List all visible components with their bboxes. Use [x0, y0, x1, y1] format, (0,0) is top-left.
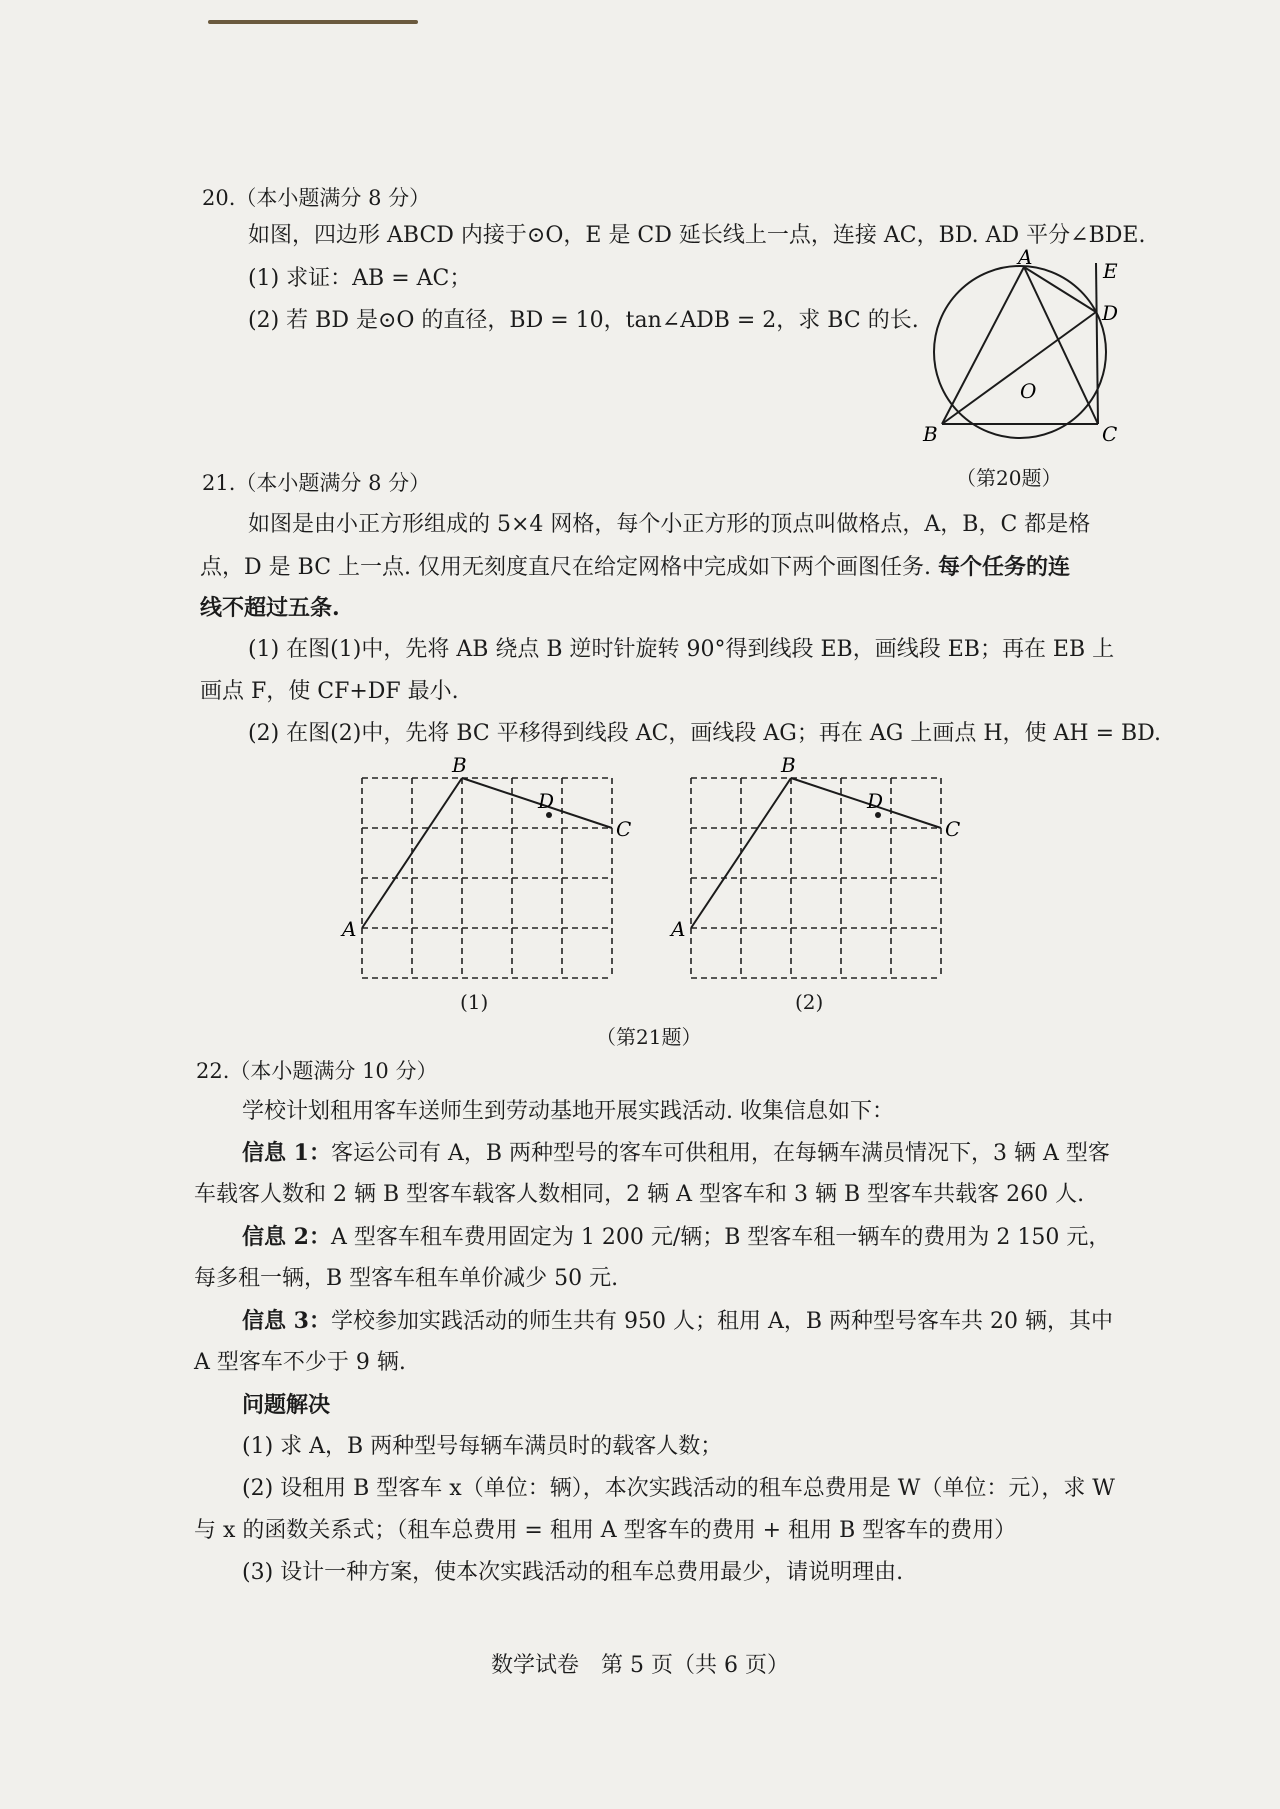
q21-sub-caption-2: (2) — [795, 990, 824, 1014]
q22-problem-title: 问题解决 — [242, 1392, 331, 1418]
label-o: O — [1020, 379, 1037, 403]
grid1-label-d: D — [538, 789, 555, 813]
q21-part2: (2) 在图(2)中，先将 BC 平移得到线段 AC，画线段 AG；再在 AG 上画点 H，使 AH = BD. — [248, 721, 1162, 746]
q22-info3-text: 学校参加实践活动的师生共有 950 人；租用 A，B 两种型号客车共 20 辆，其中 — [330, 1309, 1113, 1334]
grid1-label-a: A — [342, 917, 357, 941]
q21-stem-line2 — [200, 552, 1070, 583]
q21-header: 21.（本小题满分 8 分） — [202, 471, 431, 495]
q22-info1-line1 — [242, 1138, 1110, 1169]
q22-info3-label: 信息 3： — [242, 1308, 331, 1334]
label-b: B — [923, 422, 938, 446]
q22-part3: (3) 设计一种方案，使本次实践活动的租车总费用最少，请说明理由. — [242, 1560, 904, 1585]
dashed-grid — [362, 778, 612, 978]
label-a: A — [1018, 245, 1033, 269]
q20-figure — [920, 245, 1120, 448]
segment-bd — [942, 312, 1096, 424]
q20-part1: (1) 求证：AB = AC； — [248, 266, 472, 291]
grid2-label-b: B — [781, 753, 796, 777]
q22-info1-text: 客运公司有 A，B 两种型号的客车可供租用，在每辆车满员情况下，3 辆 A 型客 — [330, 1141, 1110, 1166]
q21-caption: （第21题） — [596, 1025, 702, 1049]
q22-info1-line2: 车载客人数和 2 辆 B 型客车载客人数相同，2 辆 A 型客车和 3 辆 B 型客车共载客 260 人. — [194, 1182, 1085, 1207]
q21-stem-line1: 如图是由小正方形组成的 5×4 网格，每个小正方形的顶点叫做格点，A，B，C 都是格 — [248, 512, 1091, 537]
q21-stem-line2-normal: 点，D 是 BC 上一点. 仅用无刻度直尺在给定网格中完成如下两个画图任务. — [200, 555, 939, 580]
q22-part2-line1: (2) 设租用 B 型客车 x（单位：辆），本次实践活动的租车总费用是 W（单位：元），求 W — [242, 1476, 1115, 1501]
q22-info2-line2: 每多租一辆，B 型客车租车单价减少 50 元. — [194, 1266, 619, 1291]
q21-part1-line1: (1) 在图(1)中，先将 AB 绕点 B 逆时针旋转 90°得到线段 EB，画线段 EB；再在 EB 上 — [248, 637, 1115, 662]
segment-bc — [462, 778, 612, 828]
q22-info2-line1 — [242, 1222, 1110, 1253]
q21-grid-figure-2 — [667, 753, 967, 988]
q22-part2-line2: 与 x 的函数关系式；（租车总费用 = 租用 A 型客车的费用 + 租用 B 型客车的费用） — [194, 1518, 1017, 1543]
q20-part2: (2) 若 BD 是⊙O 的直径，BD = 10，tan∠ADB = 2，求 BC 的长. — [248, 308, 919, 333]
grid2-label-c: C — [945, 817, 961, 841]
q22-header: 22.（本小题满分 10 分） — [196, 1059, 438, 1083]
q20-caption: （第20题） — [956, 466, 1062, 490]
q22-info3-line1 — [242, 1306, 1113, 1337]
dashed-grid — [691, 778, 941, 978]
q22-intro: 学校计划租用客车送师生到劳动基地开展实践活动. 收集信息如下： — [242, 1099, 894, 1124]
q22-info1-label: 信息 1： — [242, 1140, 331, 1166]
q22-info3-line2: A 型客车不少于 9 辆. — [194, 1350, 406, 1375]
q21-grid-figure-1 — [338, 753, 638, 988]
q21-sub-caption-1: (1) — [460, 990, 489, 1014]
segment-ab — [942, 267, 1024, 424]
label-d: D — [1102, 301, 1119, 325]
q21-part1-line2: 画点 F，使 CF+DF 最小. — [200, 679, 459, 704]
q21-stem-line3: 线不超过五条. — [200, 595, 340, 621]
q22-info2-label: 信息 2： — [242, 1224, 331, 1250]
q21-stem-line2-bold: 每个任务的连 — [938, 554, 1071, 580]
grid1-label-b: B — [452, 753, 467, 777]
grid2-label-a: A — [671, 917, 686, 941]
grid1-label-c: C — [616, 817, 632, 841]
label-c: C — [1102, 422, 1118, 446]
q20-header: 20.（本小题满分 8 分） — [202, 186, 431, 210]
label-e: E — [1103, 259, 1118, 283]
q22-part1: (1) 求 A，B 两种型号每辆车满员时的载客人数； — [242, 1434, 723, 1459]
page-footer: 数学试卷 第 5 页（共 6 页） — [491, 1653, 789, 1678]
q20-stem: 如图，四边形 ABCD 内接于⊙O，E 是 CD 延长线上一点，连接 AC，BD. AD 平分∠BDE. — [248, 223, 1146, 248]
q22-info2-text: A 型客车租车费用固定为 1 200 元/辆；B 型客车租一辆车的费用为 2 150 元， — [330, 1225, 1111, 1250]
segment-bc — [791, 778, 941, 828]
segment-ce — [1096, 263, 1098, 424]
grid2-label-d: D — [867, 789, 884, 813]
